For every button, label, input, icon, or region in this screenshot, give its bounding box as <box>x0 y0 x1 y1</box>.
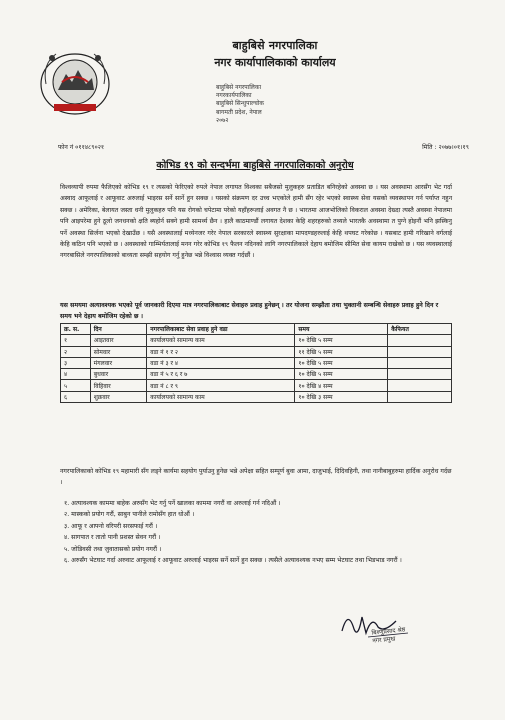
table-cell: वडा नं ८ र ९ <box>147 380 295 391</box>
column-header: नगरपालिकाबाट सेवा प्रवाह हुने वडा <box>147 324 295 335</box>
municipality-name: बाहुबिसे नगरपालिका <box>232 39 318 52</box>
table-row <box>61 335 452 346</box>
list-item: ४. सागपात र तातो पानी प्रशस्त सेवन गरौं । <box>64 534 161 542</box>
table-cell: १० देखि ४ सम्म <box>295 380 388 391</box>
service-schedule-table <box>60 323 452 403</box>
table-cell: १ <box>61 335 91 346</box>
table-cell: सोमवार <box>90 346 147 357</box>
list-item: २. मास्कको प्रयोग गरौं, साबुन पानीले रामोसँग हात धोऔं । <box>64 511 195 519</box>
table-cell <box>388 391 452 402</box>
seal-line: बाहुबिसे सिन्धुपाल्चोक <box>216 100 265 108</box>
table-cell: मंगलवार <box>90 357 147 368</box>
seal-line: नगरकार्यपालिका <box>216 92 252 100</box>
table-cell <box>388 357 452 368</box>
signatory-name: बिश्णुप्रसाद श्रेष्ठ <box>371 626 406 637</box>
table-cell: बुधवार <box>90 369 147 380</box>
table-cell: ४ <box>61 369 91 380</box>
organization-header <box>130 38 420 70</box>
table-row <box>61 380 452 391</box>
appeal-paragraph: नगरपालिकाको कोभिड १९ महामारी सँग लड्ने कार्यमा सहयोग पुर्याउनु हुनेछ भन्ने अपेक्षा सहित सम्पूर्ण बुवा आमा, दाजुभाई, दिदिवहिनी, तथा नानीबाबुहरुमा हार्दिक अनुरोध गर्दछ । <box>60 468 452 487</box>
table-cell: १० देखि ३ सम्म <box>295 391 388 402</box>
table-cell: १० देखि ५ सम्म <box>295 335 388 346</box>
table-cell <box>388 346 452 357</box>
notice-bold-paragraph: यस समयमा अत्यावश्यक भएको पूर्व जानकारी दिएमा मात्र नगरपालिकाबाट सेवाहरु प्रवाह हुनेछन् । तर योजना सम्झौता तथा भुक्तानी सम्बन्धि सेवाहरु प्रवाह हुने दिन र समय भने देहाय बमोजिम रहेको छ । <box>60 302 439 320</box>
list-item: ३. आफू र आफ्नो वरिपरी सरसफाई गरौं । <box>64 522 158 530</box>
table-cell: वडा नं ५ र ६ र ७ <box>147 369 295 380</box>
table-cell: ६ <box>61 391 91 402</box>
table-row <box>61 369 452 380</box>
column-header: समय <box>295 324 388 335</box>
table-header-row <box>61 324 452 335</box>
table-cell <box>388 369 452 380</box>
table-cell: वडा नं ३ र ४ <box>147 357 295 368</box>
table-cell: विहिवार <box>90 380 147 391</box>
list-item: ५. जोडिवसी तथा जुवातासको प्रयोग नगरौं । <box>64 545 162 553</box>
table-cell: आइतवार <box>90 335 147 346</box>
seal-line: २०७२ <box>216 116 229 124</box>
table-cell: ५ <box>61 380 91 391</box>
column-header: क्र. स. <box>61 324 91 335</box>
column-header: दिन <box>90 324 147 335</box>
table-cell <box>388 380 452 391</box>
list-item: १. अत्यावश्यक काममा बाहेक अरुसँग भेट गर्नु पर्ने खालका काममा नगरौं वा अरुलाई गर्न नदिऔं । <box>64 500 281 507</box>
table-row <box>61 391 452 402</box>
signatory-title: नगर प्रमुख <box>372 635 396 645</box>
table-cell: २ <box>61 346 91 357</box>
table-cell <box>388 335 452 346</box>
precaution-list <box>64 498 456 566</box>
intro-paragraph: विश्वव्यापी रुपमा फैलिएको कोभिड १९ र त्यसको फेरिएको रुपले नेपाल लगायत विश्वका सबैजसो मुलुकहरु प्रताडित बनिरहेको अवस्था छ । यस अवस्थामा आरसँग भेट गर्दा अस्वाद आफूलाई र आफूवाट अरुलाई भाइरस सर्ने सार्ने हुन सक्छ । यसको संक्रमण दर उच्च भएकोले हामी सँग रहेर भएको स्वास्थ्य सेवा यसको व्यवस्थापन गर्न पर्याप्त नहुन सक्छ । अमेरिका, बेलायत जस्ता धनी मुलुकहरु पनि यस रोगको चपेटामा परेको यहाँहरूलाई अवगत नै छ । भारतमा आजभोलिको विकराल अवस्था देख्दा त्यस्तै अवस्था नेपालमा पनि आइपरेमा हुने ठूलो जनधनको क्षति ब्यहोर्न सक्ने हामी सामर्थ्य छैन । हालै काठमाण्डौं लगायत देशका केहि शहरहरुको तथ्यले भारतकै अवस्थामा त पुग्ने होइनौं भनि झस्किनु पर्ने अवस्था सिर्जना भएको देखाउँछ । यसै अवस्थालाई मध्येनजर गरेर नेपाल सरकारले स्वास्थ्य सुरक्षाका मापदण्डहरुलाई केहि थपघट गरेकोछ । यसबाट हामी गरिखाने वर्गलाई केहि कठिन पनि भएको छ । अवस्थाको गाम्भिर्यतालाई मनन गरेर कोभिड १९ फैलन नदिनको लागि नगरपालिकाले देहाय बमोजिम सीमित सेवा कायम राखेको छ । यस व्यवस्थालाई नगरबासिले नगरपालिकाको बाध्यता सम्झी सहयोग गर्नु हुनेछ भन्ने विश्वास व्यक्त गर्दछौं । <box>60 184 452 260</box>
notice-title: कोभिड १९ को सन्दर्भमा बाहुबिसे नगरपालिकाको अनुरोध <box>156 160 354 171</box>
table-cell: कार्यालयको सामान्य काम <box>147 391 295 402</box>
office-name: नगर कार्यापालिकाको कार्यालय <box>214 56 336 69</box>
table-row <box>61 346 452 357</box>
table-cell: १० देखि ५ सम्म <box>295 369 388 380</box>
table-row <box>61 357 452 368</box>
table-cell: ३ <box>61 357 91 368</box>
table-cell: १० देखि ५ सम्म <box>295 357 388 368</box>
table-cell: वडा नं १ र २ <box>147 346 295 357</box>
letter-date: मिति : २०७७।०१।१९ <box>422 144 469 151</box>
seal-line: बाहुबिसे नगरपालिका <box>216 84 262 91</box>
seal-line: बागमती प्रदेश, नेपाल <box>216 108 262 116</box>
table-cell: शुक्रवार <box>90 391 147 402</box>
office-seal-stamp <box>216 84 306 125</box>
list-item: ६. अरुसँग भेटघाट गर्दा अरुवाट आफूलाई र आफूवाट अरुलाई भाइरस सर्ने सार्ने हुन सक्छ । त्यसैले अत्यावश्यक नभए सम्म भेटघाट तथा भिडभाड नगरौं । <box>64 557 402 565</box>
table-cell: कार्यालयको सामान्य काम <box>147 335 295 346</box>
table-cell: ११ देखि ५ सम्म <box>295 346 388 357</box>
phone-number: फोन नं ०११४८९०२१ <box>58 144 105 151</box>
nepal-emblem-logo <box>36 44 114 118</box>
column-header: कैफियत <box>388 324 452 335</box>
